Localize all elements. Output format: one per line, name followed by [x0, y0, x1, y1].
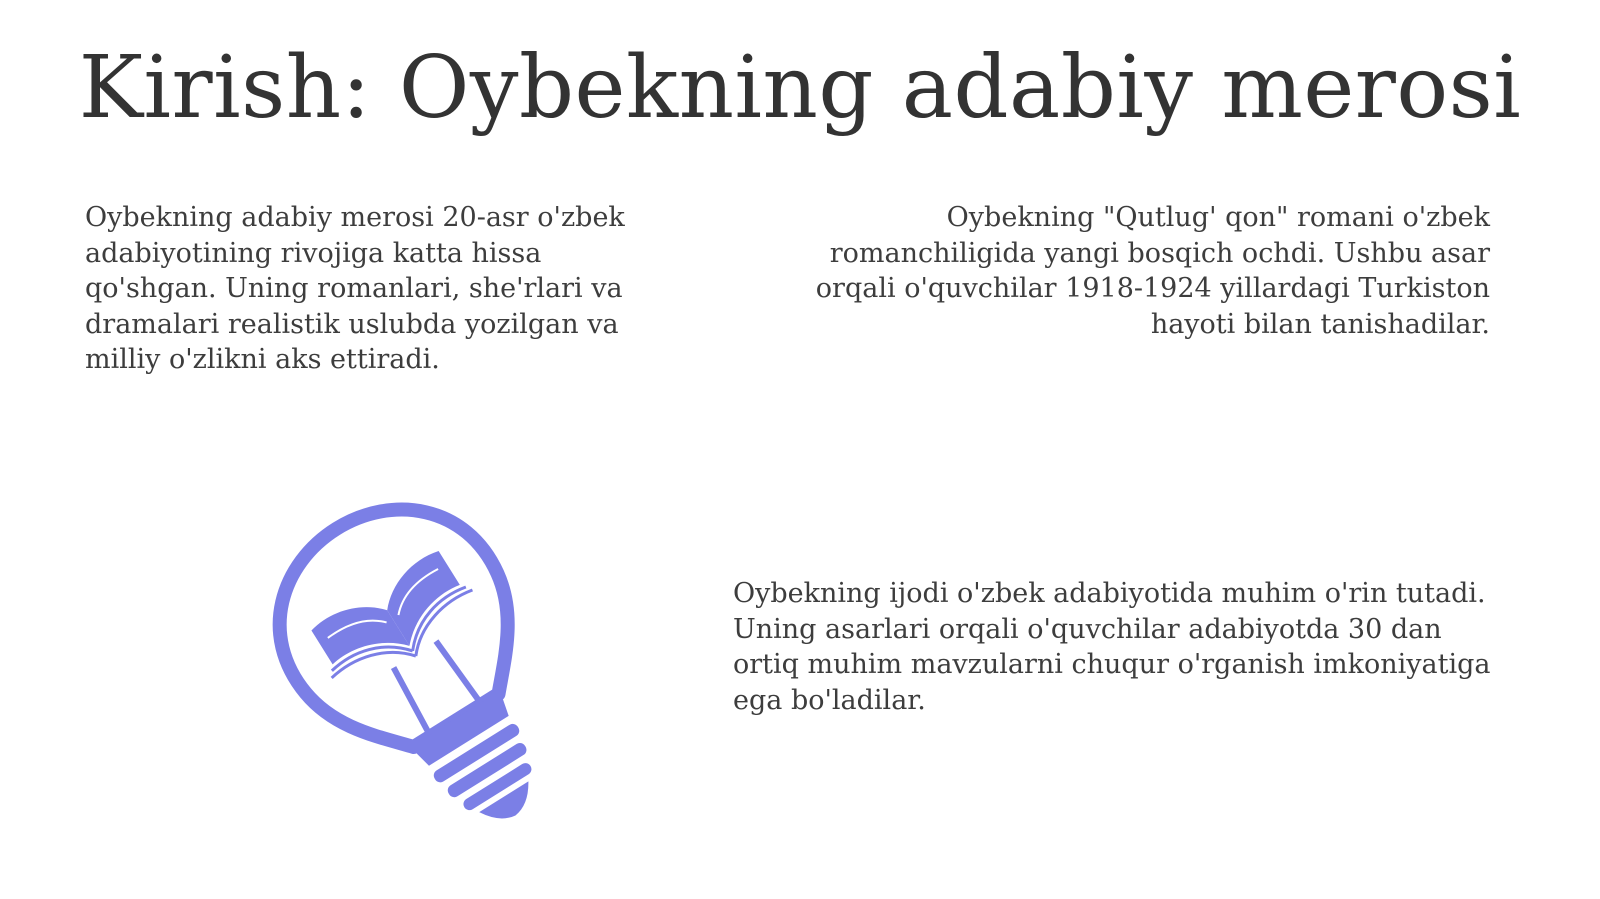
slide-title: Kirish: Oybekning adabiy merosi — [78, 38, 1522, 138]
paragraph-bottom: Oybekning ijodi o'zbek adabiyotida muhim o'rin tutadi. Uning asarlari orqali o'quvchilar adabiyotda 30 dan ortiq muhim mavzularni chuqur o'rganish imkoniyatiga ega bo'ladilar. — [733, 578, 1491, 716]
lightbulb-book-icon — [200, 500, 620, 850]
paragraph-left: Oybekning adabiy merosi 20-asr o'zbek adabiyotining rivojiga katta hissa qo'shgan. Uning romanlari, she'rlari va dramalari realistik uslubda yozilgan va milliy o'zlikni aks ettiradi. — [85, 202, 625, 375]
paragraph-right: Oybekning "Qutlug' qon" romani o'zbek romanchiligida yangi bosqich ochdi. Ushbu asar orqali o'quvchilar 1918-1924 yillardagi Turkiston hayoti bilan tanishadilar. — [815, 202, 1490, 340]
